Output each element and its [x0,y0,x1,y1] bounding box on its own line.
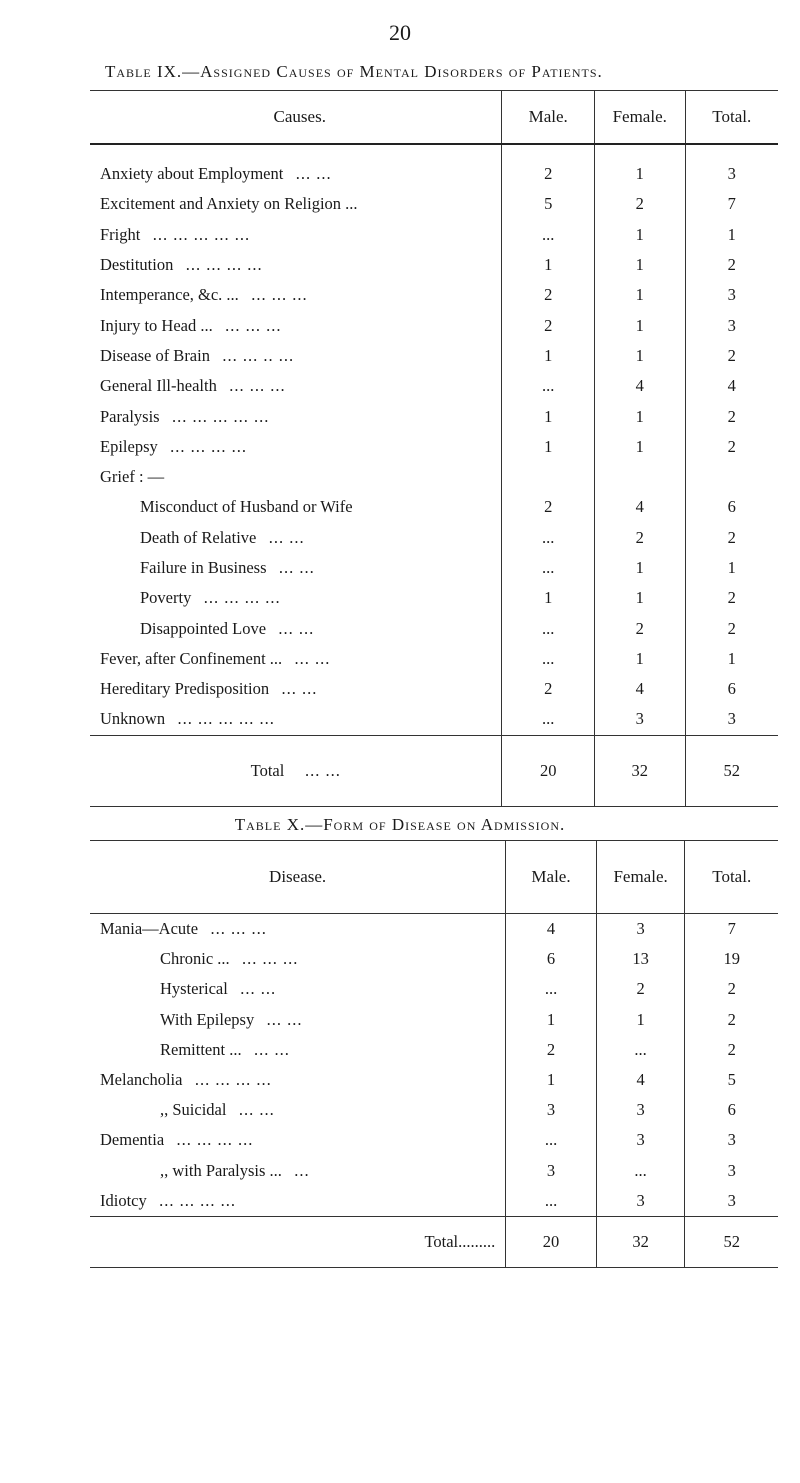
header-causes: Causes. [90,91,502,145]
total-male: 20 [502,735,594,806]
row-label: Disappointed Love ... ... [140,618,315,638]
male-value: 1 [502,250,594,280]
table-row [90,613,778,643]
grand-total: 52 [685,1216,778,1267]
row-label: Destitution ... ... ... ... [100,255,263,275]
header-male: Male. [502,91,594,145]
total-female: 32 [594,735,685,806]
table-row [90,523,778,553]
total-value: 6 [685,1095,778,1125]
total-row [90,735,778,806]
female-value: 3 [596,1125,685,1155]
row-label: Melancholia ... ... ... ... [100,1070,272,1090]
row-label: ,, with Paralysis ... ... [160,1160,310,1180]
table-ix-body [90,144,778,806]
table-row [90,220,778,250]
total-value: 2 [685,1005,778,1035]
male-value: ... [506,1125,597,1155]
header-disease: Disease. [90,841,506,914]
table-row [90,371,778,401]
total-male: 20 [506,1216,597,1267]
row-label: Chronic ... ... ... ... [160,949,299,969]
row-label: Dementia ... ... ... ... [100,1130,254,1150]
female-value: 3 [594,704,685,735]
table-row [90,914,778,945]
row-label: With Epilepsy ... ... [160,1009,303,1029]
table-ix [90,90,778,807]
female-value: ... [596,1035,685,1065]
page-number: 20 [389,20,411,45]
row-label: Failure in Business ... ... [140,558,315,577]
table-x-title: Table X.—Form of Disease on Admission. [234,815,566,834]
female-value: 2 [594,613,685,643]
female-value: 2 [594,189,685,219]
female-value: 1 [596,1005,685,1035]
female-value: 13 [596,944,685,974]
female-value: 4 [594,492,685,522]
total-female: 32 [596,1216,685,1267]
female-value: 2 [594,523,685,553]
male-value: ... [502,613,594,643]
table-row [90,280,778,310]
female-value: 1 [594,220,685,250]
male-value: ... [502,704,594,735]
row-label: Unknown ... ... ... ... ... [100,709,275,729]
total-value: 7 [685,189,778,219]
female-value: 2 [596,974,685,1004]
female-value: 1 [594,401,685,431]
row-label: Idiotcy ... ... ... ... [100,1190,236,1210]
table-row [90,1186,778,1217]
header-total: Total. [685,841,778,914]
total-value: 6 [685,492,778,522]
total-value: 1 [685,553,778,583]
male-value: ... [502,553,594,583]
row-label: Mania—Acute ... ... ... [100,919,267,939]
total-value: 1 [685,220,778,250]
total-label: Total ... ... [90,735,502,806]
total-value: 2 [685,523,778,553]
table-row [90,401,778,431]
female-value: 1 [594,341,685,371]
row-label: Poverty ... ... ... ... [140,588,281,608]
table-row [90,944,778,974]
male-value: 2 [502,310,594,340]
female-value: 1 [594,310,685,340]
female-value [594,462,685,492]
male-value [502,462,594,492]
total-value: 19 [685,944,778,974]
total-value: 3 [685,704,778,735]
male-value: 6 [506,944,597,974]
total-value: 2 [685,583,778,613]
row-label: ,, Suicidal ... ... [160,1100,275,1120]
total-value: 7 [685,914,778,945]
row-label: General Ill-health ... ... ... [100,376,286,396]
female-value: 3 [596,1095,685,1125]
table-row [90,492,778,522]
table-row [90,341,778,371]
header-total: Total. [685,91,778,145]
table-row [90,250,778,280]
male-value: ... [502,371,594,401]
table-row [90,1035,778,1065]
male-value: 2 [502,674,594,704]
table-row [90,974,778,1004]
male-value: ... [502,523,594,553]
total-value: 2 [685,974,778,1004]
total-value: 3 [685,1125,778,1155]
table-row [90,674,778,704]
row-label: Intemperance, &c. ... ... ... ... [100,285,308,305]
total-value: 5 [685,1065,778,1095]
female-value: 4 [594,674,685,704]
male-value: 3 [506,1095,597,1125]
female-value: 1 [594,280,685,310]
total-value: 2 [685,401,778,431]
total-row [90,1216,778,1267]
row-label: Anxiety about Employment ... ... [100,164,332,184]
row-label: Misconduct of Husband or Wife [140,497,353,517]
female-value: 1 [594,583,685,613]
total-value: 2 [685,1035,778,1065]
male-value: 2 [502,492,594,522]
row-label: Hereditary Predisposition ... ... [100,679,318,699]
male-value: 1 [506,1065,597,1095]
female-value: 4 [594,371,685,401]
table-x-body [90,914,778,1268]
row-label: Fever, after Confinement ... ... ... [100,648,331,668]
table-row [90,310,778,340]
male-value: 1 [502,341,594,371]
total-value: 1 [685,644,778,674]
table-row [90,1065,778,1095]
male-value: 1 [506,1005,597,1035]
total-value: 4 [685,371,778,401]
table-row [90,644,778,674]
row-label: Remittent ... ... ... [160,1039,290,1059]
female-value: 4 [596,1065,685,1095]
female-value: 3 [596,914,685,945]
male-value: ... [502,220,594,250]
total-value: 6 [685,674,778,704]
table-row [90,462,778,492]
female-value: 1 [594,144,685,189]
header-female: Female. [594,91,685,145]
row-label: Death of Relative ... ... [140,527,305,547]
table-row [90,553,778,583]
female-value: 3 [596,1186,685,1217]
male-value: 4 [506,914,597,945]
row-label: Hysterical ... ... [160,979,277,999]
total-value: 2 [685,432,778,462]
total-value: 2 [685,613,778,643]
table-x-header-row [90,841,778,914]
table-row [90,583,778,613]
total-value: 3 [685,144,778,189]
header-female: Female. [596,841,685,914]
male-value: ... [506,1186,597,1217]
table-row [90,189,778,219]
male-value: 3 [506,1156,597,1186]
female-value: 1 [594,250,685,280]
row-label: Paralysis ... ... ... ... ... [100,406,270,426]
female-value: ... [596,1156,685,1186]
row-label: Injury to Head ... ... ... ... [100,315,282,335]
total-value: 3 [685,310,778,340]
male-value: 2 [502,144,594,189]
total-value [685,462,778,492]
male-value: ... [506,974,597,1004]
table-row [90,144,778,189]
row-label: Fright ... ... ... ... ... [100,224,251,244]
row-label: Epilepsy ... ... ... ... [100,436,247,456]
table-ix-title: Table IX.—Assigned Causes of Mental Disorders of Patients. [105,62,603,81]
grand-total: 52 [685,735,778,806]
table-row [90,1005,778,1035]
total-value: 2 [685,250,778,280]
male-value: ... [502,644,594,674]
row-label: Excitement and Anxiety on Religion ... [100,194,358,214]
table-row [90,1095,778,1125]
total-label: Total......... [90,1216,506,1267]
male-value: 2 [506,1035,597,1065]
total-value: 3 [685,1186,778,1217]
male-value: 1 [502,432,594,462]
female-value: 1 [594,432,685,462]
row-label: Grief : — [100,467,165,487]
table-row [90,704,778,735]
total-value: 2 [685,341,778,371]
table-row [90,1125,778,1155]
male-value: 1 [502,401,594,431]
row-label: Disease of Brain ... ... .. ... [100,345,295,365]
table-row [90,432,778,462]
female-value: 1 [594,644,685,674]
total-value: 3 [685,280,778,310]
male-value: 1 [502,583,594,613]
male-value: 5 [502,189,594,219]
table-row [90,1156,778,1186]
table-x [90,840,778,1268]
table-ix-header-row [90,91,778,145]
female-value: 1 [594,553,685,583]
header-male: Male. [506,841,597,914]
male-value: 2 [502,280,594,310]
total-value: 3 [685,1156,778,1186]
